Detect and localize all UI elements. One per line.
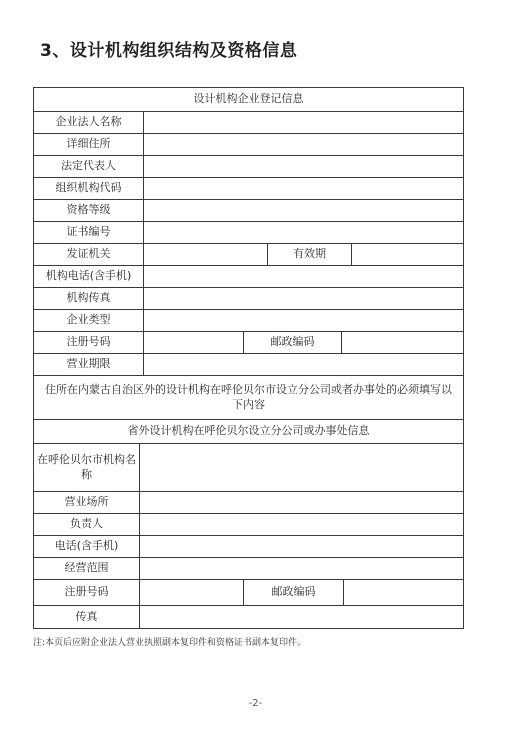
company-type-label: 企业类型 [34,310,144,331]
term-field[interactable] [144,354,463,375]
table-row [34,244,463,266]
cert-no-field[interactable] [144,222,463,243]
fax-field[interactable] [144,288,463,309]
table-row [34,134,463,156]
table-row [34,266,463,288]
address-field[interactable] [144,134,463,155]
company-type-field[interactable] [144,310,463,331]
table-row [34,536,463,558]
table-row [34,112,463,134]
validity-field[interactable] [352,244,463,265]
branch-name-label: 在呼伦贝尔市机构名称 [34,444,140,491]
table-row [34,156,463,178]
footnote: 注:本页后应附企业法人营业执照副本复印件和资格证书副本复印件。 [33,638,307,648]
section2-title: 省外设计机构在呼伦贝尔设立分公司或办事处信息 [127,424,370,438]
table-row [34,332,463,354]
fax-label: 机构传真 [34,288,144,309]
premises-label: 营业场所 [34,492,140,513]
phone-label: 机构电话(含手机) [34,266,144,287]
branch-phone-label: 电话(含手机) [34,536,140,557]
table-row [34,354,463,376]
table-row [34,222,463,244]
section2-title-row [34,420,463,444]
branch-fax-label: 传真 [34,606,140,628]
table-row [34,514,463,536]
table-row [34,288,463,310]
page-number: -2- [248,698,263,709]
branch-postcode-label: 邮政编码 [244,580,344,605]
legal-name-label: 企业法人名称 [34,112,144,133]
page-heading: 3、设计机构组织结构及资格信息 [40,41,298,61]
branch-postcode-field[interactable] [344,580,463,605]
manager-label: 负责人 [34,514,140,535]
legal-rep-label: 法定代表人 [34,156,144,177]
section1-title: 设计机构企业登记信息 [193,92,304,106]
table-row [34,606,463,628]
org-code-field[interactable] [144,178,463,199]
legal-rep-field[interactable] [144,156,463,177]
table-row [34,580,463,606]
table-row [34,310,463,332]
branch-reg-no-label: 注册号码 [34,580,140,605]
issuer-field[interactable] [144,244,268,265]
term-label: 营业期限 [34,354,144,375]
premises-field[interactable] [140,492,463,513]
table-row [34,178,463,200]
table-row [34,444,463,492]
branch-reg-no-field[interactable] [140,580,244,605]
notice-text: 住所在内蒙古自治区外的设计机构在呼伦贝尔市设立分公司或者办事处的必须填写以下内容 [45,382,452,411]
manager-field[interactable] [140,514,463,535]
cert-no-label: 证书编号 [34,222,144,243]
qual-level-label: 资格等级 [34,200,144,221]
postcode-label: 邮政编码 [244,332,342,353]
scope-label: 经营范围 [34,558,140,579]
table-row [34,492,463,514]
scope-field[interactable] [140,558,463,579]
registration-form-table [33,87,464,629]
section1-title-row [34,88,463,112]
address-label: 详细住所 [34,134,144,155]
org-code-label: 组织机构代码 [34,178,144,199]
issuer-label: 发证机关 [34,244,144,265]
phone-field[interactable] [144,266,463,287]
table-row [34,200,463,222]
branch-name-field[interactable] [140,444,463,491]
legal-name-field[interactable] [144,112,463,133]
reg-no-label: 注册号码 [34,332,144,353]
table-row [34,558,463,580]
branch-fax-field[interactable] [140,606,463,628]
validity-label: 有效期 [268,244,352,265]
postcode-field[interactable] [342,332,463,353]
branch-phone-field[interactable] [140,536,463,557]
notice-row [34,376,463,420]
reg-no-field[interactable] [144,332,244,353]
qual-level-field[interactable] [144,200,463,221]
